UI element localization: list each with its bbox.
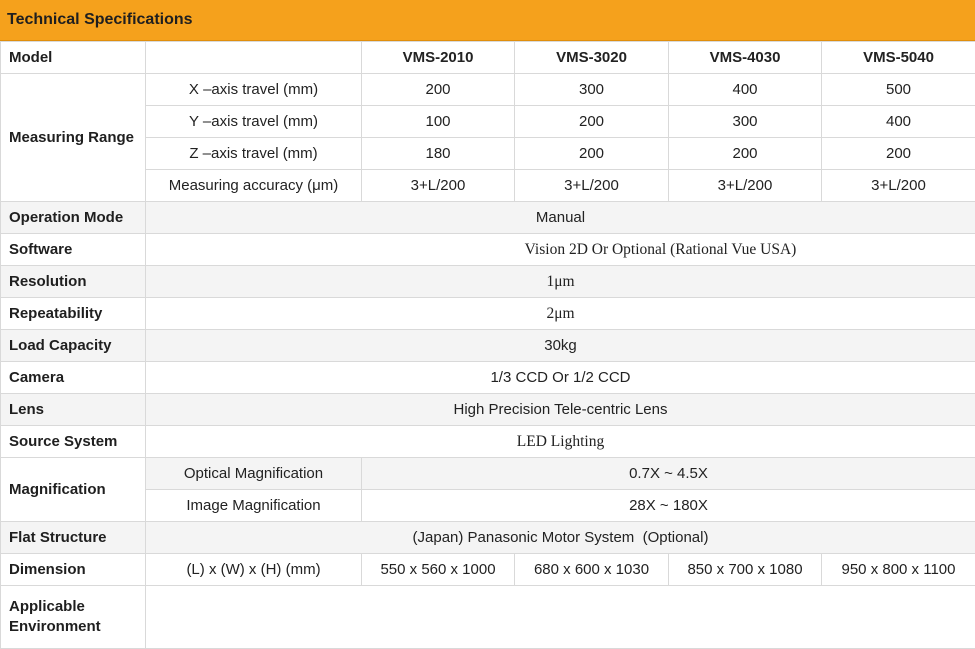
software-value: Vision 2D Or Optional (Rational Vue USA) (146, 234, 975, 266)
dimension-param: (L) x (W) x (H) (mm) (146, 554, 362, 586)
resolution-value: 1μm (146, 266, 975, 298)
y-travel-value: 200 (515, 106, 669, 138)
y-travel-value: 300 (669, 106, 822, 138)
operation-mode-label: Operation Mode (1, 202, 146, 234)
lens-row (1, 394, 975, 426)
dimension-value: 680 x 600 x 1030 (515, 554, 669, 586)
optical-magnification-value: 0.7X ~ 4.5X (362, 458, 975, 490)
repeatability-label: Repeatability (1, 298, 146, 330)
camera-label: Camera (1, 362, 146, 394)
spec-header (0, 0, 975, 41)
optical-magnification-row (1, 458, 975, 490)
y-travel-value: 400 (822, 106, 975, 138)
load-capacity-row (1, 330, 975, 362)
model-label: Model (1, 42, 146, 74)
resolution-row (1, 266, 975, 298)
measuring-range-label: Measuring Range (1, 74, 146, 202)
lens-value: High Precision Tele-centric Lens (146, 394, 975, 426)
accuracy-value: 3+L/200 (515, 170, 669, 202)
z-travel-value: 200 (669, 138, 822, 170)
magnification-label: Magnification (1, 458, 146, 522)
x-travel-label: X –axis travel (mm) (146, 74, 362, 106)
source-system-label: Source System (1, 426, 146, 458)
accuracy-value: 3+L/200 (822, 170, 975, 202)
y-travel-label: Y –axis travel (mm) (146, 106, 362, 138)
z-travel-value: 180 (362, 138, 515, 170)
flat-structure-value: (Japan) Panasonic Motor System (Optional) (146, 522, 975, 554)
image-magnification-label: Image Magnification (146, 490, 362, 522)
resolution-label: Resolution (1, 266, 146, 298)
accuracy-value: 3+L/200 (362, 170, 515, 202)
model-name: VMS-4030 (669, 42, 822, 74)
operation-mode-row (1, 202, 975, 234)
z-travel-value: 200 (515, 138, 669, 170)
model-name: VMS-5040 (822, 42, 975, 74)
image-magnification-value: 28X ~ 180X (362, 490, 975, 522)
lens-label: Lens (1, 394, 146, 426)
z-travel-label: Z –axis travel (mm) (146, 138, 362, 170)
accuracy-value: 3+L/200 (669, 170, 822, 202)
load-capacity-label: Load Capacity (1, 330, 146, 362)
accuracy-row (1, 170, 975, 202)
model-blank-cell (146, 42, 362, 74)
environment-row (1, 586, 975, 649)
camera-value: 1/3 CCD Or 1/2 CCD (146, 362, 975, 394)
x-travel-value: 500 (822, 74, 975, 106)
x-travel-value: 200 (362, 74, 515, 106)
optical-magnification-label: Optical Magnification (146, 458, 362, 490)
environment-value (146, 586, 975, 649)
spec-title: Technical Specifications (7, 11, 193, 29)
software-row (1, 234, 975, 266)
dimension-value: 950 x 800 x 1100 (822, 554, 975, 586)
source-system-value: LED Lighting (146, 426, 975, 458)
flat-structure-row (1, 522, 975, 554)
z-travel-value: 200 (822, 138, 975, 170)
model-name: VMS-2010 (362, 42, 515, 74)
dimension-row (1, 554, 975, 586)
accuracy-label: Measuring accuracy (μm) (146, 170, 362, 202)
dimension-label: Dimension (1, 554, 146, 586)
environment-label: Applicable Environment (1, 586, 146, 649)
dimension-value: 550 x 560 x 1000 (362, 554, 515, 586)
flat-structure-label: Flat Structure (1, 522, 146, 554)
y-travel-row (1, 106, 975, 138)
operation-mode-value: Manual (146, 202, 975, 234)
repeatability-row (1, 298, 975, 330)
camera-row (1, 362, 975, 394)
image-magnification-row (1, 490, 975, 522)
y-travel-value: 100 (362, 106, 515, 138)
software-label: Software (1, 234, 146, 266)
x-travel-value: 400 (669, 74, 822, 106)
x-travel-row (1, 74, 975, 106)
model-row (1, 42, 975, 74)
x-travel-value: 300 (515, 74, 669, 106)
spec-table (0, 41, 975, 649)
load-capacity-value: 30kg (146, 330, 975, 362)
source-system-row (1, 426, 975, 458)
dimension-value: 850 x 700 x 1080 (669, 554, 822, 586)
z-travel-row (1, 138, 975, 170)
model-name: VMS-3020 (515, 42, 669, 74)
repeatability-value: 2μm (146, 298, 975, 330)
